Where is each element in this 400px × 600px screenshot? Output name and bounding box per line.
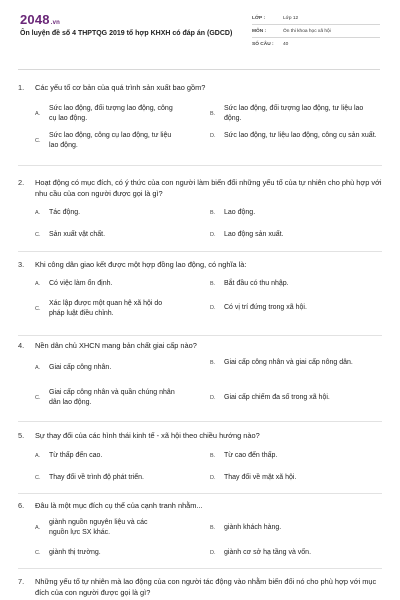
header-divider — [18, 69, 380, 70]
option-b[interactable] — [210, 358, 382, 368]
option-d[interactable] — [210, 393, 382, 403]
question-4 — [18, 340, 382, 416]
question-separator — [18, 493, 382, 494]
meta-label: SỐ CÂU : — [252, 42, 274, 47]
option-d[interactable] — [210, 131, 382, 141]
option-b[interactable] — [210, 451, 382, 461]
document-title: Ôn luyện đề số 4 THPTQG 2019 tổ hợp KHXH có đáp án (GDCD) — [20, 30, 233, 37]
option-a[interactable] — [35, 451, 215, 461]
option-letter: A. — [35, 210, 41, 216]
option-a[interactable] — [35, 363, 215, 373]
option-letter: B. — [210, 281, 216, 287]
option-a[interactable] — [35, 518, 215, 538]
question-separator — [18, 165, 382, 166]
meta-row-subject — [252, 25, 380, 38]
question-body: Hoạt động có mục đích, có ý thức của con người làm biến đổi những yếu tố của tự nhiên cho phù hợp với nhu cầu của con người được gọi là gì? — [35, 178, 382, 198]
question-body: Những yếu tố tự nhiên mà lao động của con người tác động vào nhằm biến đổi nó cho phù hợp với mục đích của con người được gọi là gì? — [35, 577, 377, 597]
question-separator — [18, 251, 382, 252]
option-letter: A. — [35, 365, 41, 371]
meta-row-count — [252, 38, 380, 51]
option-c[interactable] — [35, 473, 215, 483]
option-letter: C. — [35, 550, 41, 556]
option-letter: C. — [35, 138, 41, 144]
option-letter: A. — [35, 525, 41, 531]
question-number: 1. — [18, 83, 25, 92]
question-6 — [18, 500, 382, 566]
option-letter: D. — [210, 232, 216, 238]
document-meta — [252, 12, 380, 51]
option-letter: D. — [210, 133, 216, 139]
option-letter: C. — [35, 232, 41, 238]
option-d[interactable] — [210, 303, 382, 313]
question-separator — [18, 421, 382, 422]
meta-label: LỚP : — [252, 15, 266, 21]
question-separator — [18, 568, 382, 569]
question-text — [18, 576, 382, 598]
option-text: Sức lao động, tư liệu lao động, công cụ sản xuất. — [224, 132, 377, 139]
option-d[interactable] — [210, 230, 382, 240]
question-text — [18, 259, 382, 270]
option-c[interactable] — [35, 131, 215, 151]
option-text: Tác động. — [49, 209, 81, 216]
option-text: giành khách hàng. — [224, 524, 282, 531]
question-text — [18, 430, 382, 441]
question-number: 6. — [18, 501, 25, 510]
answer-options — [18, 356, 382, 416]
option-letter: D. — [210, 395, 216, 401]
option-letter: A. — [35, 453, 41, 459]
question-body: Khi công dân giao kết được một hợp đồng lao động, có nghĩa là: — [35, 260, 247, 269]
option-text: Thay đổi về trình độ phát triển. — [49, 474, 144, 481]
answer-options — [18, 516, 382, 566]
option-letter: D. — [210, 305, 216, 311]
option-text: giành cơ sở hạ tầng và vốn. — [224, 549, 312, 556]
option-a[interactable] — [35, 104, 215, 124]
option-letter: D. — [210, 550, 216, 556]
option-text: Giai cấp công nhân và giai cấp nông dân. — [224, 359, 353, 366]
option-text: giành nguồn nguyên liệu và các nguồn lực SX khác. — [49, 519, 148, 536]
option-letter: B. — [210, 453, 216, 459]
meta-value: 40 — [283, 42, 289, 47]
meta-row-class — [252, 12, 380, 25]
option-text: Từ thấp đến cao. — [49, 452, 103, 459]
question-number: 4. — [18, 341, 25, 350]
logo-suffix: .vn — [50, 20, 61, 26]
question-body: Sự thay đổi của các hình thái kinh tế - xã hội theo chiều hướng nào? — [35, 431, 260, 440]
option-c[interactable] — [35, 230, 215, 240]
option-text: Thay đổi về mặt xã hội. — [224, 474, 297, 481]
meta-value: Ôn thi khoa học xã hội — [283, 28, 331, 34]
answer-options — [18, 275, 382, 327]
option-letter: D. — [210, 475, 216, 481]
question-text — [18, 82, 382, 93]
option-text: Có vị trí đứng trong xã hội. — [224, 304, 307, 311]
option-d[interactable] — [210, 473, 382, 483]
answer-options — [18, 204, 382, 248]
meta-value: Lớp 12 — [283, 15, 299, 21]
option-letter: C. — [35, 395, 41, 401]
option-letter: B. — [210, 525, 216, 531]
option-text: Từ cao đến thấp. — [224, 452, 278, 459]
question-body: Nền dân chủ XHCN mang bản chất giai cấp nào? — [35, 341, 197, 350]
option-b[interactable] — [210, 279, 382, 289]
option-text: Sản xuất vật chất. — [49, 231, 106, 238]
question-text — [18, 177, 382, 199]
question-2 — [18, 177, 382, 248]
answer-options — [18, 446, 382, 490]
option-text: Giai cấp chiếm đa số trong xã hội. — [224, 394, 330, 401]
option-c[interactable] — [35, 548, 215, 558]
question-1 — [18, 82, 382, 156]
question-body: Đâu là một mục đích cụ thể của cạnh tranh nhằm... — [35, 501, 203, 510]
option-c[interactable] — [35, 299, 215, 319]
option-text: giành thị trường. — [49, 549, 101, 556]
question-text — [18, 500, 382, 511]
option-letter: B. — [210, 360, 216, 366]
option-letter: C. — [35, 475, 41, 481]
question-number: 5. — [18, 431, 25, 440]
option-b[interactable] — [210, 104, 382, 124]
option-text: Lao động sản xuất. — [224, 231, 284, 238]
option-text: Sức lao động, công cụ lao động, tư liệu lao động. — [49, 132, 172, 149]
question-number: 3. — [18, 260, 25, 269]
option-b[interactable] — [210, 208, 382, 218]
option-text: Có việc làm ổn định. — [49, 280, 113, 287]
option-text: Bắt đầu có thu nhập. — [224, 280, 289, 287]
option-letter: C. — [35, 306, 41, 312]
option-text: Giai cấp công nhân và quần chúng nhân dân lao động. — [49, 389, 175, 406]
option-d[interactable] — [210, 548, 382, 558]
option-letter: B. — [210, 210, 216, 216]
logo-text: 2048 — [20, 12, 50, 27]
option-text: Lao động. — [224, 209, 256, 216]
page-header — [0, 0, 400, 62]
option-text: Giai cấp công nhân. — [49, 364, 112, 371]
option-text: Sức lao động, đối tượng lao động, tư liệu lao động. — [224, 105, 364, 122]
question-7 — [18, 576, 382, 598]
option-text: Sức lao động, đối tượng lao động, công cụ lao động. — [49, 105, 173, 122]
question-number: 2. — [18, 178, 25, 187]
option-letter: B. — [210, 111, 216, 117]
question-5 — [18, 430, 382, 490]
option-letter: A. — [35, 281, 41, 287]
question-3 — [18, 259, 382, 327]
option-a[interactable] — [35, 208, 215, 218]
option-letter: A. — [35, 111, 41, 117]
question-separator — [18, 335, 382, 336]
meta-label: MÔN : — [252, 28, 267, 34]
question-text — [18, 340, 382, 351]
site-logo[interactable] — [20, 12, 60, 27]
option-text: Xác lập được một quan hệ xã hội do pháp luật điều chỉnh. — [49, 300, 163, 317]
option-b[interactable] — [210, 523, 382, 533]
question-number: 7. — [18, 577, 25, 586]
option-a[interactable] — [35, 279, 215, 289]
question-body: Các yếu tố cơ bản của quá trình sản xuất bao gồm? — [35, 83, 206, 92]
answer-options — [18, 98, 382, 156]
option-c[interactable] — [35, 388, 215, 408]
